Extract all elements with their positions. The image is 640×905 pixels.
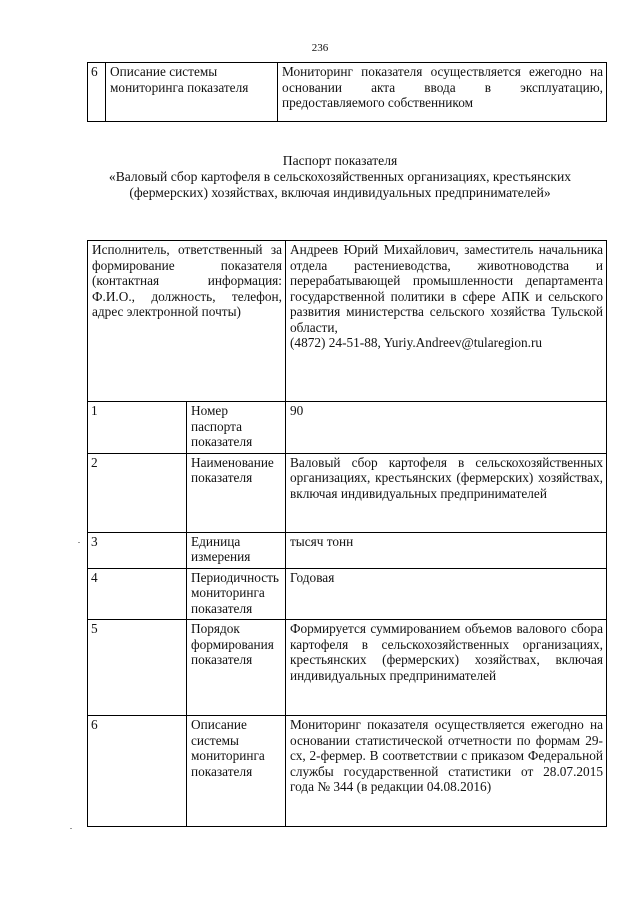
passport-title-block <box>100 153 580 201</box>
row-value: Формируется суммированием объемов валового сбора картофеля в сельскохозяйственных организациях, крестьянских (фермерских) хозяйствах, включая индивидуальных предпринимателей <box>286 620 607 716</box>
row-label: Наименование показателя <box>187 453 286 532</box>
row-label: Порядок формирования показателя <box>187 620 286 716</box>
top-table <box>87 62 607 122</box>
row-number: 6 <box>88 63 106 122</box>
row-value: тысяч тонн <box>286 532 607 568</box>
row-label: Описание системы мониторинга показателя <box>187 716 286 827</box>
row-number: 5 <box>88 620 187 716</box>
row-label: Описание системы мониторинга показателя <box>106 63 278 122</box>
table-row <box>88 620 607 716</box>
row-value: Валовый сбор картофеля в сельскохозяйственных организациях, крестьянских (фермерских) хозяйствах, включая индивидуальных предпринимателей <box>286 453 607 532</box>
row-label: Единица измерения <box>187 532 286 568</box>
row-number: 4 <box>88 568 187 620</box>
passport-title: «Валовый сбор картофеля в сельскохозяйственных организациях, крестьянских (фермерских) хозяйствах, включая индивидуальных предпринимателей» <box>108 169 572 200</box>
table-row <box>88 568 607 620</box>
row-label: Номер паспорта показателя <box>187 402 286 454</box>
row-number: 2 <box>88 453 187 532</box>
executor-label: Исполнитель, ответственный за формирование показателя (контактная информация: Ф.И.О., должность, телефон, адрес электронной почты) <box>88 241 286 402</box>
table-row <box>88 716 607 827</box>
table-row <box>88 402 607 454</box>
table-row <box>88 532 607 568</box>
page-number: 236 <box>311 42 329 54</box>
row-number: 1 <box>88 402 187 454</box>
table-row <box>88 453 607 532</box>
row-number: 3 <box>88 532 187 568</box>
row-value: 90 <box>286 402 607 454</box>
scan-speck <box>70 828 72 829</box>
scan-speck <box>78 542 80 543</box>
passport-table <box>87 240 607 827</box>
executor-value <box>286 241 607 402</box>
row-value: Годовая <box>286 568 607 620</box>
passport-heading: Паспорт показателя <box>282 153 398 168</box>
executor-details: Андреев Юрий Михайлович, заместитель начальника отдела растениеводства, животноводства и перерабатывающей промышленности департамента государственной политики в сфере АПК и сельского развития министерства сельского хозяйства Тульской области, <box>290 242 603 335</box>
row-number: 6 <box>88 716 187 827</box>
row-label: Периодичность мониторинга показателя <box>187 568 286 620</box>
table-row <box>88 63 607 122</box>
table-row-executor <box>88 241 607 402</box>
row-value: Мониторинг показателя осуществляется ежегодно на основании статистической отчетности по формам 29-сх, 2-фермер. В соответствии с приказом Федеральной службы государственной статистики от 28.07.2015 года № 344 (в редакции 04.08.2016) <box>286 716 607 827</box>
executor-contacts: (4872) 24-51-88, Yuriy.Andreev@tularegion.ru <box>290 335 543 350</box>
row-value: Мониторинг показателя осуществляется ежегодно на основании акта ввода в эксплуатацию, предоставляемого собственником <box>278 63 607 122</box>
